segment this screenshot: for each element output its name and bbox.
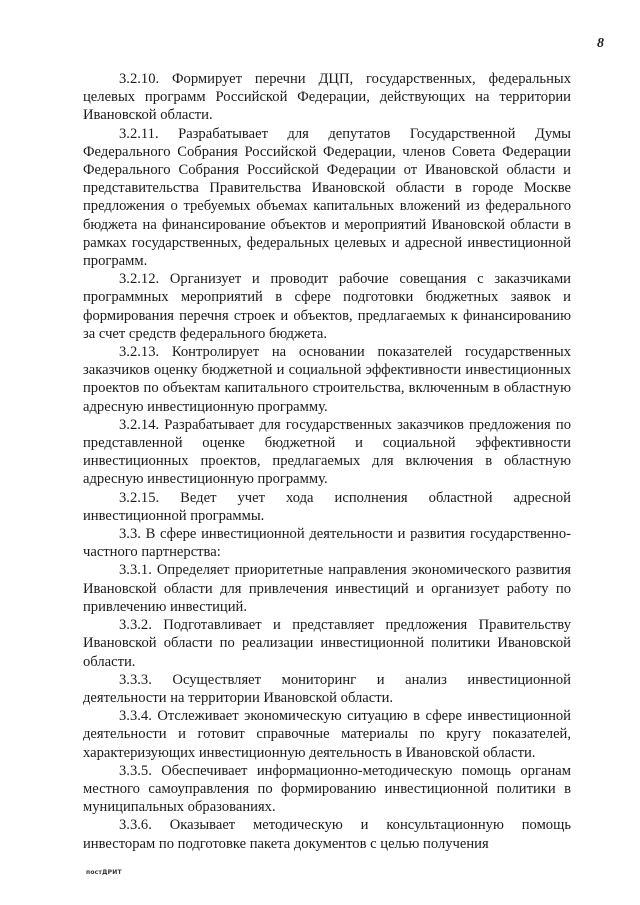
paragraph-3-2-14: 3.2.14. Разрабатывает для государственных заказчиков предложения по представленной оценке бюджетной и социальной эффективности инвестиционных проектов, предлагаемых для включения в областную адресную инвестиционную программу. [83, 416, 571, 488]
document-body [83, 70, 571, 853]
paragraph-3-3-5: 3.3.5. Обеспечивает информационно-методическую помощь органам местного самоуправления по формированию инвестиционной политики в муниципальных образованиях. [83, 762, 571, 816]
paragraph-3-3-4: 3.3.4. Отслеживает экономическую ситуацию в сфере инвестиционной деятельности и готовит справочные материалы по кругу показателей, характеризующих инвестиционную деятельность в Ивановской области. [83, 708, 571, 761]
paragraph-3-2-13: 3.2.13. Контролирует на основании показателей государственных заказчиков оценку бюджетной и социальной эффективности инвестиционных проектов по объектам капитального строительства, включенным в областную адресную инвестиционную программу. [83, 344, 571, 415]
paragraph-3-2-11: 3.2.11. Разрабатывает для депутатов Государственной Думы Федерального Собрания Российской Федерации, членов Совета Федерации Федерального Собрания Российской Федерации от Ивановской области и представительства Правительства Ивановской области в городе Москве предложения о требуемых объемах капитальных вложений из федерального бюджета на финансирование объектов и мероприятий Ивановской области в рамках государственных, федеральных целевых и адресной инвестиционной программ. [83, 125, 571, 270]
paragraph-3-3: 3.3. В сфере инвестиционной деятельности и развития государственно-частного партнерства: [83, 526, 571, 561]
footer-file-mark: постДРИТ [86, 869, 122, 876]
paragraph-3-2-12: 3.2.12. Организует и проводит рабочие совещания с заказчиками программных мероприятий в сфере подготовки бюджетных заявок и формирования перечня строек и объектов, предлагаемых к финансированию за счет средств федерального бюджета. [83, 271, 571, 342]
paragraph-3-2-15: 3.2.15. Ведет учет хода исполнения областной адресной инвестиционной программы. [83, 489, 571, 524]
paragraph-3-3-3: 3.3.3. Осуществляет мониторинг и анализ инвестиционной деятельности на территории Ивановской области. [83, 671, 571, 706]
paragraph-3-3-6: 3.3.6. Оказывает методическую и консультационную помощь инвесторам по подготовке пакета документов с целью получения [83, 817, 571, 852]
paragraph-3-3-1: 3.3.1. Определяет приоритетные направления экономического развития Ивановской области для привлечения инвестиций и организует работу по привлечению инвестиций. [83, 562, 571, 615]
paragraph-3-3-2: 3.3.2. Подготавливает и представляет предложения Правительству Ивановской области по реализации инвестиционной политики Ивановской области. [83, 617, 571, 670]
page-number: 8 [597, 36, 604, 51]
paragraph-3-2-10: 3.2.10. Формирует перечни ДЦП, государственных, федеральных целевых программ Российской Федерации, действующих на территории Ивановской области. [83, 71, 571, 124]
